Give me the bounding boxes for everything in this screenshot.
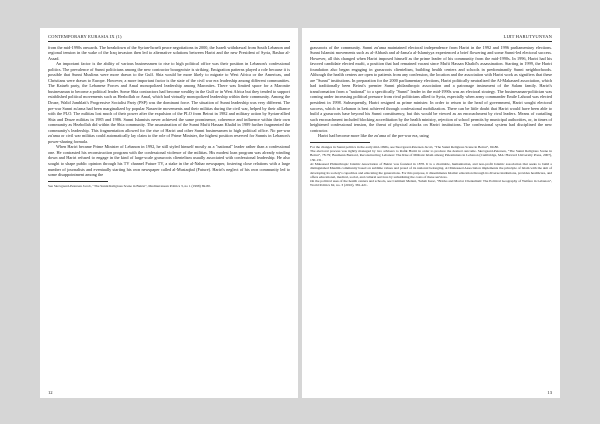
running-head	[48, 34, 290, 42]
paragraph: An important factor is the ability of various businessmen to rise to high political office was their position in Lebanon's confessional politics. The prevalence of Sunni politicians among the new contractor bourgeoisie is striking. Emigration patterns played a role because it is possible that Sunni Muslims were more drawn to the Gulf. Shia would be more likely to migrate to West Africa or the Americas, and Christians were drawn to Europe. However, a more important factor is the state of the civil war era leadership among different communities. The Kataeb party, the Lebanese Forces and Amal monopolized leadership among Maronites. There was limited space for a Maronite businessman to become a political leader. Some Shia contractors had become wealthy in the Gulf or in West Africa but they tended to support established political movements such as Hezbollah or Amal, which had virtually monopolized leadership within their community. Among the Druze, Walid Jumblatt's Progressive Socialist Party (PSP) was the dominant force. The situation of Sunni leadership was very different. The pre-war Sunni zu'ama had been marginalized by popular Nasserite movements and their militias during the civil war, helped by their alliance with the PLO. The militias lost much of their power after the expulsion of the PLO from Beirut in 1982 and military action by Syrian-allied Shia and Druze militias in 1985 and 1986. Sunni Islamists never achieved the same prominence, coherence and influence within their own community as Hezbollah did within the Shia community. The assassination of the Sunni Mufti Hassan Khalid in 1989 further fragmented the community's leadership. This fragmentation allowed for the rise of Hariri and other Sunni businessmen to high political office. No pre-war zu'ama or civil war militias could automatically lay claim to the role of Prime Minister, the highest position reserved for Sunnis in Lebanon's power-sharing formula.	[48, 61, 290, 144]
footnote: On the political uses of the health centers and schools, see Cammett Melani, 'Sahab Isaac, "Bricks and Mortar Clientelism: The Political Geography of Welfare in Lebanon", World Politics 62, no. 3 (2010), 381-421.	[310, 179, 552, 188]
body-text	[310, 45, 552, 139]
right-page	[302, 28, 560, 398]
page-number: 13	[547, 390, 552, 395]
running-head-author: LIJIT HARUTYUNYAN	[503, 34, 552, 39]
paragraph: When Hariri became Prime Minister of Lebanon in 1992, he still styled himself mostly as a "national" leader rather than a confessional one. He contrasted his reconstruction program with the confessional violence of the militias. His modest loan program was already winding down and Hariri refused to engage in the kind of large-scale grassroots clientelism usually associated with confessional leadership. He also sought to shape public opinion through his TV channel Future TV, a stake in the al-Nahar newspaper, fostering close relations with a large number of journalists and eventually starting his own newspaper called al-Mustaqbal (Future). Hariri's neglect of his own community led to some disappointment among the	[48, 144, 290, 178]
running-head	[310, 34, 552, 42]
paragraph: from the mid-1990s onwards. The breakdown of the Syrian-Israeli peace negotiations in 2000, the Israeli withdrawal from South Lebanon and regional tension in the wake of the Iraq invasion then led to alternative solutions between Hariri and the new President of Syria, Bashar al-Assad.	[48, 44, 290, 61]
footnote: Al Makassed Philanthropic Islamic Association of Beirut was founded in 1878. It is a charitable, humanitarian, and non-profit Islamic association that seeks to build a distinguished Muslim community based on sublime values and proud of its national belonging. Al Makassed Association implements the principle of Islam with the aim of developing its society's capacities and educating the generations. For this purpose, it disseminates Islamic education through its diverse institutions, provides healthcare, and offers educational, medical, social, and cultural services by subsidizing the costs of these services.	[310, 161, 552, 179]
footnote: The electoral process was tightly managed by two advisers to Rafik Hariri in order to produce the desired outcome. Skovgaard-Petersen, "The Sunni Religious Scene in Beirut", 78-79; Baumann Bernard, Reconstructing Lebanon: The Rise of Militant Islam among Palestinians in Lebanon (Cambridge, MA: Harvard University Press, 2007), 130-131.	[310, 149, 552, 162]
footnotes	[310, 145, 552, 188]
body-text	[48, 45, 290, 178]
footnote: See Skovgaard-Petersen Jacob, "The Sunni Religious Scene in Beirut", Mediterranean Politics 3, no 1 (1998) 69-80.	[48, 183, 211, 188]
paragraph: grassroots of the community. Sunni zu'ama maintained electoral independence from Hariri in the 1992 and 1996 parliamentary elections. Sunni Islamist movements such as al-Ahbash and al-Jama'a al-Islamiyya experienced a brief flowering and some Sunni-led electoral success. However, all this changed when Hariri imposed himself as the prime leader of his community from the mid-1990s. In 1996, Hariri had his favored candidate elected mufti, a position that had remained vacant since Mufti Hassan Khalid's assassination. Starting in 1999, the Hariri foundation also began engaging in grassroots clientelism, building health centers and schools in predominantly Sunni neighborhoods. Although the health centers are open to patients from any confession, the location and the association with Hariri work as signifiers that these are "Sunni" institutions. In preparation for the 2000 parliamentary elections, Hariri politically neutralized the Al-Makassed association, which had traditionally been Beirut's premier Sunni philanthropic association and a patronage instrument of the Salam family. Hariri's transformation from a "national" to a specifically "Sunni" leader in the mid-1990s was an electoral strategy. The businessman-politician was coming under increasing political pressure from rival politicians allied to Syria, especially when army commander Emile Lahoud was elected president in 1998. Subsequently, Hariri resigned as prime minister. In order to return to the head of government, Hariri sought electoral success, which in Lebanon is best achieved through confessional mobilization. There can be little doubt that Hariri would have been able to build a grassroots base beyond his Sunni constituency, but this would be viewed as an encroachment by rival leaders. Means of curtailing such encroachment included blocking accreditation by the health ministry, rejection of school permits by municipal authorities, or, in times of heightened confessional tension, the threat of physical attacks on Hariri institutions. The confessional system had disciplined the new contractor.	[310, 44, 552, 133]
page-number: 12	[48, 390, 53, 395]
running-head-title: CONTEMPORARY EURASIA IX (1)	[48, 34, 122, 39]
footnotes	[48, 184, 290, 188]
left-page	[40, 28, 298, 398]
paragraph: Hariri had become more like the zu'ama of the pre-war era, using	[318, 133, 429, 139]
footnote-rule	[48, 181, 108, 182]
footnote-rule	[310, 142, 370, 143]
footnote: For the changes in Sunni politics in the early mid-1990s, see Skovgaard-Petersen Jacob, "The Sunni Religious Scene in Beirut", 69-80.	[310, 144, 500, 149]
